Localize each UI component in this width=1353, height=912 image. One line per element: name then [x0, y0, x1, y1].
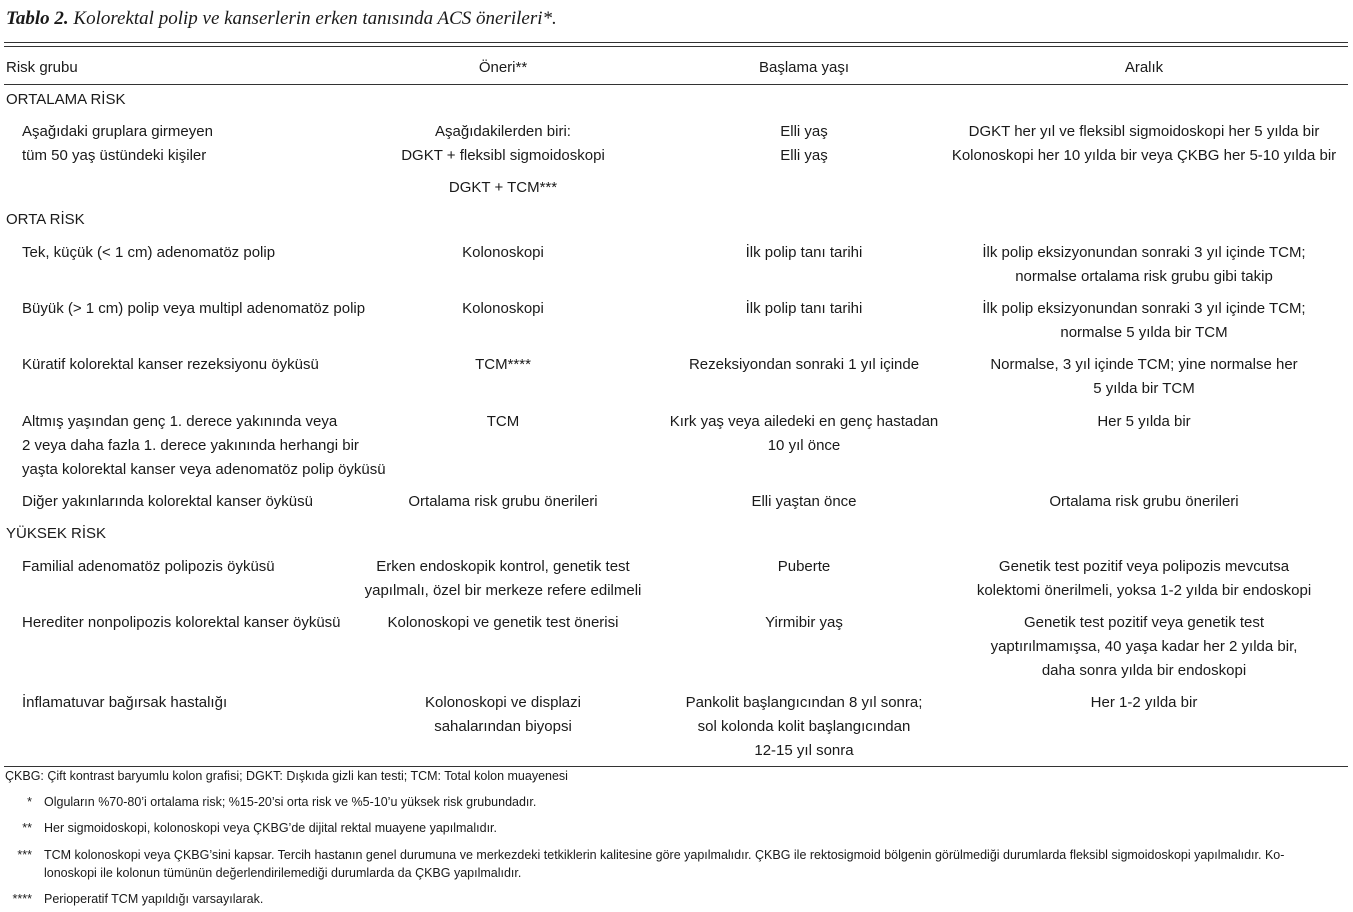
cell-line: sol kolonda kolit başlangıcından [697, 718, 911, 735]
start-age-cell [654, 611, 954, 635]
group-label: ORTA RİSK [6, 211, 85, 228]
footnote-line: Olguların %70-80’i ortalama risk; %15-20’si orta risk ve %5-10’u yüksek risk grubundadır. [44, 795, 537, 809]
cell-line: 10 yıl önce [767, 437, 841, 454]
top-rule-second [4, 46, 1348, 47]
cell-line: Puberte [777, 558, 831, 575]
cell-line: Kırk yaş veya ailedeki en genç hastadan [669, 413, 939, 430]
footnote-mark: ** [22, 821, 32, 835]
recommendation-cell [328, 410, 678, 434]
cell-line: Ortalama risk grubu önerileri [408, 493, 598, 510]
cell-line: yaşta kolorektal kanser veya adenomatöz polip öyküsü [22, 461, 386, 478]
start-age-cell [654, 241, 954, 265]
recommendation-cell [328, 120, 678, 200]
cell-line: Altmış yaşından genç 1. derece yakınında veya [22, 413, 338, 430]
cell-line: Yirmibir yaş [765, 614, 843, 631]
cell-line: yapılmalı, özel bir merkeze refere edilmeli [364, 582, 642, 599]
interval-cell [936, 353, 1352, 401]
cell-line: Aşağıdakilerden biri: [435, 123, 571, 140]
interval-cell [936, 120, 1352, 168]
footnote-mark: *** [17, 848, 32, 862]
cell-line: Küratif kolorektal kanser rezeksiyonu öyküsü [22, 356, 319, 373]
cell-line: Aşağıdaki gruplara girmeyen [22, 123, 213, 140]
footnote-line: Her sigmoidoskopi, kolonoskopi veya ÇKBG’de dijital rektal muayene yapılmalıdır. [44, 821, 497, 835]
header-recommendation: Öneri** [478, 59, 528, 76]
cell-line: Normalse, 3 yıl içinde TCM; yine normalse her [990, 356, 1298, 373]
cell-line: Her 5 yılda bir [1097, 413, 1191, 430]
cell-line: normalse 5 yılda bir TCM [1060, 324, 1228, 341]
cell-line: İlk polip tanı tarihi [745, 300, 863, 317]
start-age-cell [654, 555, 954, 579]
cell-line: Genetik test pozitif veya polipozis mevcutsa [998, 558, 1290, 575]
cell-line: Kolonoskopi ve displazi [425, 694, 581, 711]
cell-line: Familial adenomatöz polipozis öyküsü [22, 558, 275, 575]
footnote-text [44, 819, 1344, 837]
footnote-line: Perioperatif TCM yapıldığı varsayılarak. [44, 892, 264, 906]
start-age-cell [654, 120, 954, 168]
cell-line: TCM**** [475, 356, 531, 373]
cell-line: İlk polip eksizyonundan sonraki 3 yıl içinde TCM; [982, 300, 1306, 317]
cell-line: İlk polip eksizyonundan sonraki 3 yıl içinde TCM; [982, 244, 1306, 261]
cell-line: Kolonoskopi her 10 yılda bir veya ÇKBG her 5-10 yılda bir [951, 147, 1337, 164]
start-age-cell [654, 410, 954, 458]
cell-line: Her 1-2 yılda bir [1090, 694, 1198, 711]
cell-line: İlk polip tanı tarihi [745, 244, 863, 261]
start-age-cell [654, 353, 954, 377]
interval-cell [936, 490, 1352, 514]
group-label: ORTALAMA RİSK [6, 91, 126, 108]
cell-line: DGKT + fleksibl sigmoidoskopi [401, 147, 605, 164]
header-start-age: Başlama yaşı [758, 59, 850, 76]
cell-line: Kolonoskopi [462, 244, 544, 261]
cell-line: Ortalama risk grubu önerileri [1049, 493, 1239, 510]
abbreviations-text: ÇKBG: Çift kontrast baryumlu kolon grafisi; DGKT: Dışkıda gizli kan testi; TCM: Total kolon muayenesi [5, 769, 568, 783]
cell-line: Pankolit başlangıcından 8 yıl sonra; [685, 694, 923, 711]
cell-line: Rezeksiyondan sonraki 1 yıl içinde [688, 356, 920, 373]
cell-line: İnflamatuvar bağırsak hastalığı [22, 694, 228, 711]
start-age-cell [654, 490, 954, 514]
footnote-mark: * [27, 795, 32, 809]
footnote-mark: **** [12, 892, 32, 906]
cell-line: 12-15 yıl sonra [754, 742, 854, 759]
cell-line: Kolonoskopi ve genetik test önerisi [387, 614, 619, 631]
top-rule [4, 42, 1348, 43]
cell-line: 2 veya daha fazla 1. derece yakınında herhangi bir [22, 437, 359, 454]
footnote-text [44, 890, 1344, 908]
cell-line: Tek, küçük (< 1 cm) adenomatöz polip [22, 244, 276, 261]
cell-line: Genetik test pozitif veya genetik test [1023, 614, 1265, 631]
recommendation-cell [328, 555, 678, 603]
cell-line: Elli yaş [780, 147, 828, 164]
interval-cell [936, 297, 1352, 345]
cell-line: normalse ortalama risk grubu gibi takip [1015, 268, 1273, 285]
recommendation-cell [328, 611, 678, 635]
table-caption: Kolorektal polip ve kanserlerin erken tanısında ACS önerileri*. [68, 8, 557, 29]
recommendation-cell [328, 241, 678, 265]
cell-line: TCM [486, 413, 520, 430]
table-title [6, 8, 557, 30]
cell-line: Elli yaş [780, 123, 828, 140]
header-risk-group: Risk grubu [6, 59, 78, 76]
recommendation-cell [328, 297, 678, 321]
cell-line: Kolonoskopi [462, 300, 544, 317]
table-number: Tablo 2. [6, 8, 69, 29]
header-interval: Aralık [1124, 59, 1164, 76]
start-age-cell [654, 691, 954, 763]
cell-line: DGKT + TCM*** [448, 179, 558, 196]
interval-cell [936, 691, 1352, 715]
cell-line: Büyük (> 1 cm) polip veya multipl adenomatöz polip [22, 300, 366, 317]
cell-line: 5 yılda bir TCM [1093, 380, 1195, 397]
header-rule [4, 84, 1348, 85]
cell-line: Elli yaştan önce [751, 493, 857, 510]
recommendation-cell [328, 353, 678, 377]
footnote-line: lonoskopi ile kolonun tümünün değerlendirilemediği durumlarda da ÇKBG yapılmalıdır. [44, 866, 522, 880]
group-label: YÜKSEK RİSK [6, 525, 107, 542]
cell-line: DGKT her yıl ve fleksibl sigmoidoskopi her 5 yılda bir [968, 123, 1320, 140]
interval-cell [936, 410, 1352, 434]
interval-cell [936, 611, 1352, 683]
interval-cell [936, 241, 1352, 289]
footnote-text [44, 846, 1344, 882]
cell-line: yaptırılmamışsa, 40 yaşa kadar her 2 yılda bir, [990, 638, 1298, 655]
cell-line: Herediter nonpolipozis kolorektal kanser öyküsü [22, 614, 341, 631]
recommendation-cell [328, 490, 678, 514]
interval-cell [936, 555, 1352, 603]
recommendation-cell [328, 691, 678, 739]
cell-line: sahalarından biyopsi [434, 718, 572, 735]
cell-line: daha sonra yılda bir endoskopi [1041, 662, 1247, 679]
footnote-text [44, 793, 1344, 811]
cell-line: kolektomi önerilmeli, yoksa 1-2 yılda bir endoskopi [976, 582, 1312, 599]
cell-line: Erken endoskopik kontrol, genetik test [376, 558, 630, 575]
cell-line: Diğer yakınlarında kolorektal kanser öyküsü [22, 493, 313, 510]
footnote-line: TCM kolonoskopi veya ÇKBG’sini kapsar. Tercih hastanın genel durumuna ve merkezdeki tetkiklerin kalitesine göre yapılmalıdır. ÇKBG ile rektosigmoid bölgenin görülmediği durumlarda fleksibl sigmoidoskopi yapılmalıdır. Ko- [44, 848, 1285, 862]
start-age-cell [654, 297, 954, 321]
cell-line: tüm 50 yaş üstündeki kişiler [22, 147, 207, 164]
